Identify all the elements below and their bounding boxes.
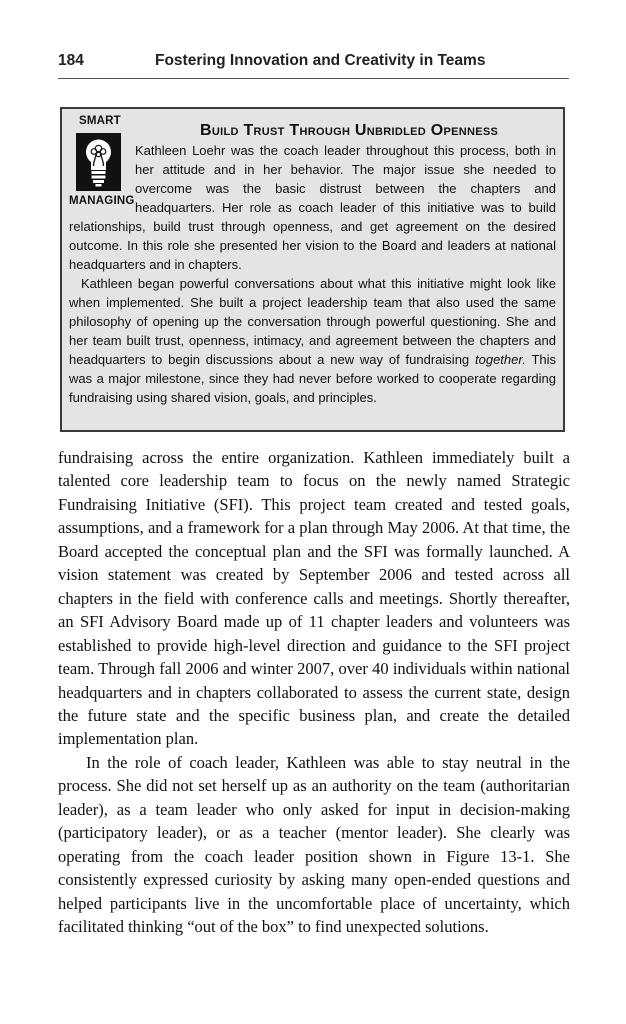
body-paragraph-2: In the role of coach leader, Kathleen was able to stay neutral in the process. She did not set herself up as an authority on the team (authoritarian leader), as a team leader who only asked for input in decision-making (participatory leader), or as a teacher (mentor leader). She clearly was operating from the coach leader position shown in Figure 13-1. She consistently expressed curiosity by asking many open-ended questions and helped participants live in the uncomfortable place of uncertainty, which facilitated thinking “out of the box” to find unexpected solutions. [58,752,570,937]
body-paragraph-1: fundraising across the entire organization. Kathleen immediately built a talented core leadership team to focus on the newly named Strategic Fundraising Initiative (SFI). This project team created and tested goals, assumptions, and a framework for a plan through May 2006. At that time, the Board accepted the conceptual plan and the SFI was formally launched. A vision statement was created by September 2006 and tested across all chapters in the field with conference calls and meetings. Shortly thereafter, an SFI Advisory Board made up of 11 chapter leaders and volunteers was established to provide high-level direction and guidance to the SFI project team. Through fall 2006 and winter 2007, over 40 individuals within national headquarters and in chapters collaborated to assess the current state, design the future state and the specific business plan, and create the detailed implementation plan. [58,448,570,749]
sidebar-text [69,141,556,407]
page-number: 184 [58,52,84,69]
header-rule [58,78,569,79]
body-text [58,446,570,939]
emphasis-together: together. [475,352,526,367]
running-title: Fostering Innovation and Creativity in Teams [155,52,486,69]
smart-label: SMART [79,115,121,127]
smart-managing-sidebar [60,107,565,432]
sidebar-paragraph-2-start: Kathleen began powerful conversations about what this initiative might look like when implemented. She built a project leadership team that also used the same philosophy of opening up the conversation through powerful questioning. She and her team built trust, openness, intimacy, and agreement between the chapters and headquarters to begin discussions about a new way of fundraising [69,276,556,367]
sidebar-paragraph-1: Kathleen Loehr was the coach leader throughout this process, both in her attitude and in her behavior. The major issue she needed to overcome was the basic distrust between the chapters and headquarters. Her role as coach leader of this initiative was to build relationships, build trust through openness, and get agreement on the desired outcome. In this role she presented her vision to the Board and leaders at national headquarters and in chapters. [69,143,556,272]
managing-label: MANAGING [69,195,135,207]
sidebar-paragraph-2 [69,274,556,407]
sidebar-title: Build Trust Through Unbridled Openness [200,122,499,139]
sidebar-paragraph-2-end: This was a major milestone, since they had never before worked to cooperate regarding fundraising using shared vision, goals, and principles. [69,352,557,405]
